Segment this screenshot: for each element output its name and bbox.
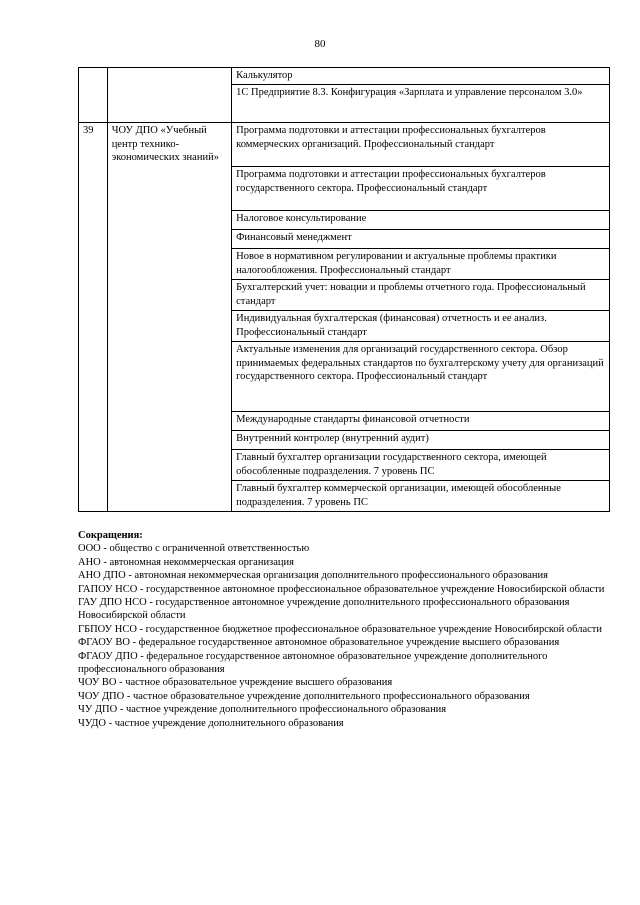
programs-table <box>78 67 610 512</box>
row-number-cell: 39 <box>79 123 108 512</box>
abbreviation-line: ГАПОУ НСО - государственное автономное профессиональное образовательное учреждение Новосибирской области <box>78 583 605 595</box>
program-cell: Внутренний контролер (внутренний аудит) <box>232 431 610 450</box>
program-cell: Главный бухгалтер коммерческой организации, имеющей обособленные подразделения. 7 уровень ПС <box>232 481 610 512</box>
program-cell: 1С Предприятие 8.3. Конфигурация «Зарплата и управление персоналом 3.0» <box>232 85 610 123</box>
abbreviation-line: АНО ДПО - автономная некоммерческая организация дополнительного профессионального образования <box>78 570 548 582</box>
program-cell: Финансовый менеджмент <box>232 230 610 249</box>
page-number: 80 <box>314 38 326 50</box>
row-number-cell <box>79 68 108 123</box>
program-cell: Актуальные изменения для организаций государственного сектора. Обзор принимаемых федеральных стандартов по бухгалтерскому учету для организаций государственного сектора. Профессиональный стандарт <box>232 342 610 412</box>
table-row <box>79 123 610 167</box>
program-cell: Индивидуальная бухгалтерская (финансовая) отчетность и ее анализ. Профессиональный стандарт <box>232 311 610 342</box>
abbreviation-line: ЧОУ ДПО - частное образовательное учреждение дополнительного профессионального образования <box>78 690 530 702</box>
abbreviation-line: ЧОУ ВО - частное образовательное учреждение высшего образования <box>78 677 393 689</box>
abbreviation-line: АНО - автономная некоммерческая организация <box>78 556 294 568</box>
organization-cell <box>107 68 231 123</box>
abbreviation-line: ООО - общество с ограниченной ответственностью <box>78 543 310 555</box>
program-cell: Бухгалтерский учет: новации и проблемы отчетного года. Профессиональный стандарт <box>232 280 610 311</box>
abbreviations-title: Сокращения: <box>78 530 143 541</box>
program-cell: Программа подготовки и аттестации профессиональных бухгалтеров коммерческих организаций. Профессиональный стандарт <box>232 123 610 167</box>
program-cell: Налоговое консультирование <box>232 211 610 230</box>
abbreviation-line: ФГАОУ ВО - федеральное государственное автономное образовательное учреждение высшего образования <box>78 637 560 649</box>
organization-cell: ЧОУ ДПО «Учебный центр технико-экономических знаний» <box>107 123 231 512</box>
abbreviation-line: ГБПОУ НСО - государственное бюджетное профессиональное образовательное учреждение Новосибирской области <box>78 623 603 635</box>
program-cell: Новое в нормативном регулировании и актуальные проблемы практики налогообложения. Профессиональный стандарт <box>232 249 610 280</box>
abbreviation-line: ЧУДО - частное учреждение дополнительного образования <box>78 717 344 729</box>
table-row <box>79 68 610 85</box>
program-cell: Главный бухгалтер организации государственного сектора, имеющей обособленные подразделения. 7 уровень ПС <box>232 450 610 481</box>
abbreviation-line: ГАУ ДПО НСО - государственное автономное учреждение дополнительного профессионального образования Новосибирской области <box>78 597 570 622</box>
program-cell: Международные стандарты финансовой отчетности <box>232 412 610 431</box>
abbreviation-line: ЧУ ДПО - частное учреждение дополнительного профессионального образования <box>78 704 447 716</box>
abbreviations-section <box>78 529 618 730</box>
abbreviation-line: ФГАОУ ДПО - федеральное государственное автономное образовательное учреждение дополнительного профессионального образования <box>78 650 548 676</box>
program-cell: Программа подготовки и аттестации профессиональных бухгалтеров государственного сектора. Профессиональный стандарт <box>232 167 610 211</box>
program-cell: Калькулятор <box>232 68 610 85</box>
